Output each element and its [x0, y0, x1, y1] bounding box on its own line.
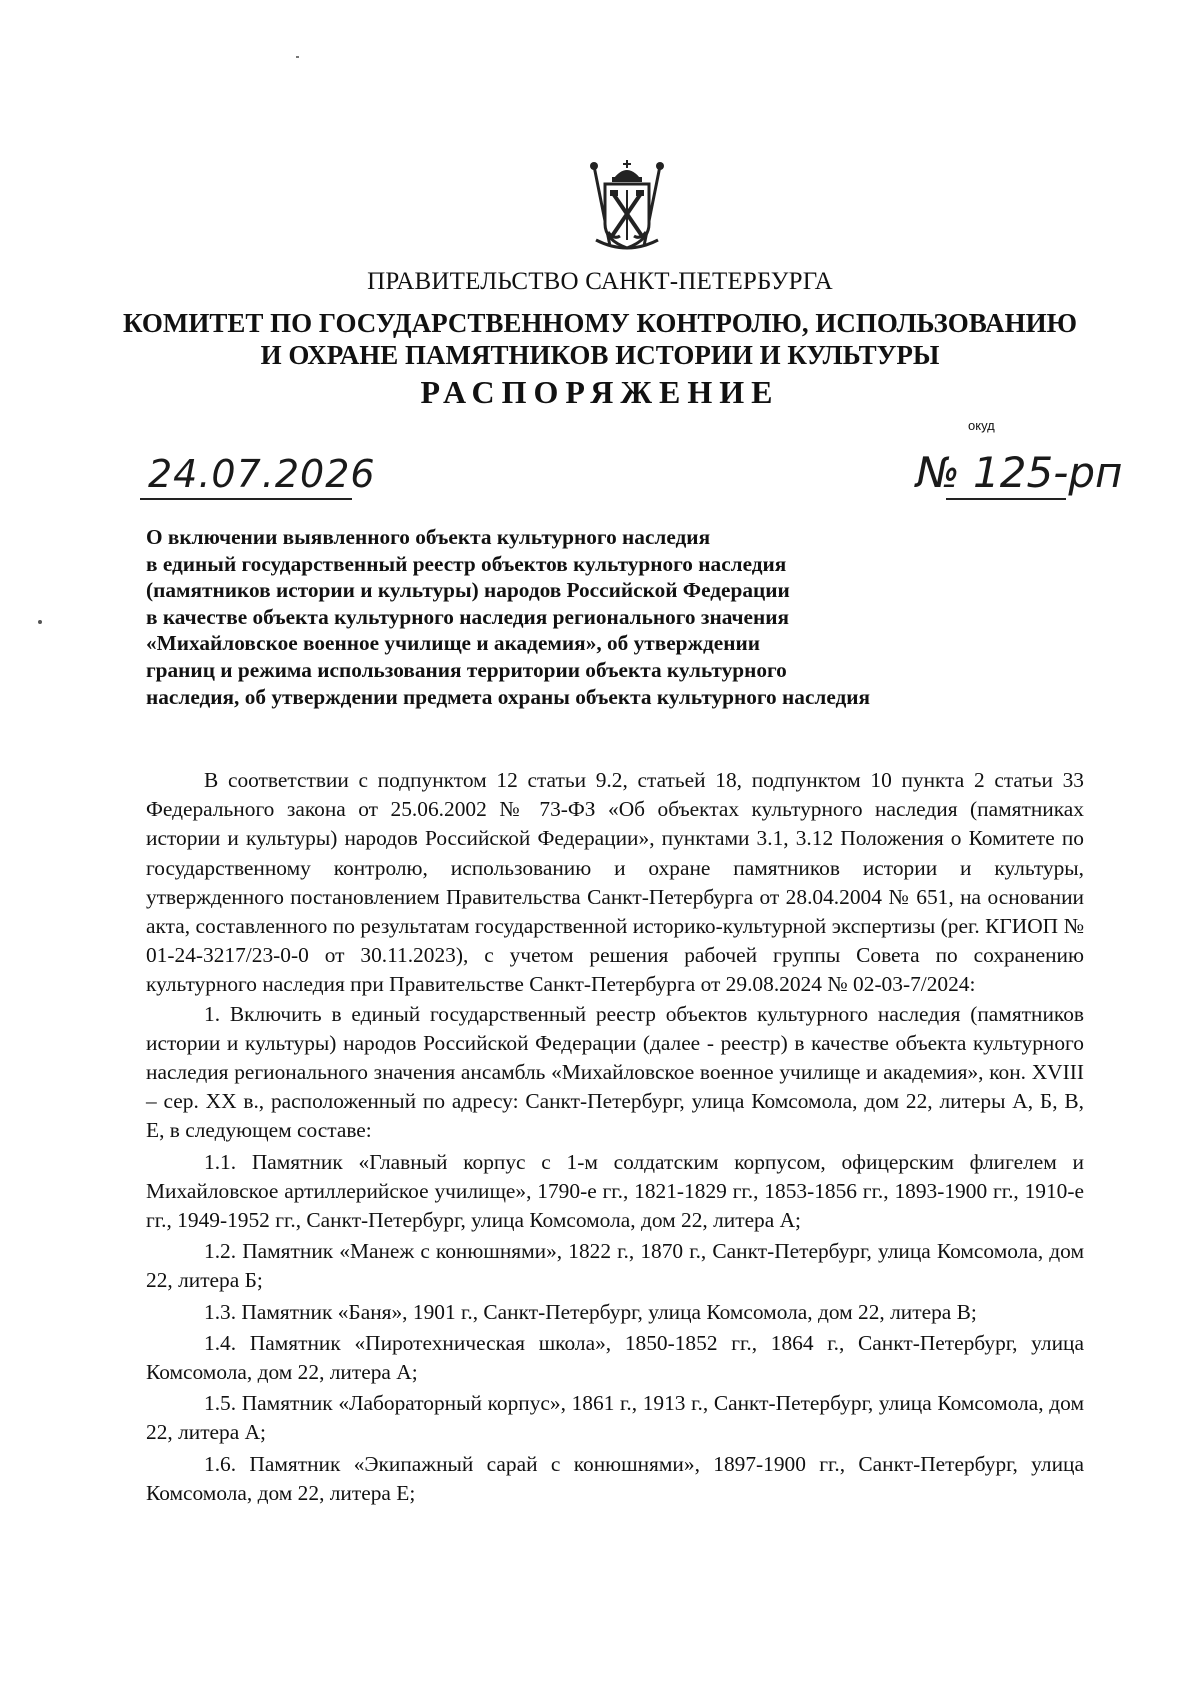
- number-underline: [946, 498, 1066, 500]
- preamble-paragraph: В соответствии с подпунктом 12 статьи 9.2, статьей 18, подпунктом 10 пункта 2 статьи 33 Федерального закона от 25.06.2002 № 73-ФЗ «Об объектах культурного наследия (памятниках истории и культуры) народов Российской Федерации», пунктами 3.1, 3.12 Положения о Комитете по государственному контролю, использованию и охране памятников истории и культуры, утвержденного постановлением Правительства Санкт-Петербурга от 28.04.2004 № 651, на основании акта, составленного по результатам государственной историко-культурной экспертизы (рег. КГИОП № 01-24-3217/23-0-0 от 30.11.2023), с учетом решения рабочей группы Совета по сохранению культурного наследия при Правительстве Санкт-Петербурга от 29.08.2024 № 02-03-7/2024:: [146, 768, 1084, 997]
- subject-line: (памятников истории и культуры) народов Российской Федерации: [146, 578, 790, 603]
- document-body: [146, 766, 1084, 1508]
- subject-line: в единый государственный реестр объектов культурного наследия: [146, 551, 787, 576]
- coat-of-arms-icon: [588, 160, 666, 252]
- subject-line: наследия, об утверждении предмета охраны объекта культурного наследия: [146, 684, 871, 709]
- committee-line: И ОХРАНЕ ПАМЯТНИКОВ ИСТОРИИ И КУЛЬТУРЫ: [260, 340, 940, 370]
- clause-paragraph: 1.6. Памятник «Экипажный сарай с конюшнями», 1897-1900 гг., Санкт-Петербург, улица Комсомола, дом 22, литера Е;: [146, 1451, 1084, 1505]
- clause-paragraph: 1.1. Памятник «Главный корпус с 1-м солдатским корпусом, офицерским флигелем и Михайловское артиллерийское училище», 1790-е гг., 1821-1829 гг., 1853-1856 гг., 1893-1900 гг., 1910-е гг., 1949-1952 гг., Санкт-Петербург, улица Комсомола, дом 22, литера А;: [146, 1149, 1084, 1233]
- okud-label: окуд: [968, 418, 995, 433]
- subject-line: «Михайловское военное училище и академия», об утверждении: [146, 631, 761, 656]
- document-type: РАСПОРЯЖЕНИЕ: [420, 374, 780, 410]
- clause-paragraph: 1.3. Памятник «Баня», 1901 г., Санкт-Петербург, улица Комсомола, дом 22, литера В;: [204, 1299, 977, 1324]
- committee-line: КОМИТЕТ ПО ГОСУДАРСТВЕННОМУ КОНТРОЛЮ, ИСПОЛЬЗОВАНИЮ: [123, 308, 1077, 338]
- document-date: 24.07.2026: [148, 452, 376, 496]
- clause-paragraph: 1.4. Памятник «Пиротехническая школа», 1850-1852 гг., 1864 г., Санкт-Петербург, улица Комсомола, дом 22, литера А;: [146, 1330, 1084, 1385]
- subject-line: границ и режима использования территории объекта культурного: [146, 657, 787, 682]
- clause-paragraph: 1. Включить в единый государственный реестр объектов культурного наследия (памятников истории и культуры) народов Российской Федерации (далее - реестр) в качестве объекта культурного наследия регионального значения ансамбль «Михайловское военное училище и академия», кон. XVIII – сер. XX в., расположенный по адресу: Санкт-Петербург, улица Комсомола, дом 22, литеры А, Б, В, Е, в следующем составе:: [146, 1001, 1084, 1143]
- clause-paragraph: 1.5. Памятник «Лабораторный корпус», 1861 г., 1913 г., Санкт-Петербург, улица Комсомола, дом 22, литера А;: [146, 1391, 1084, 1445]
- scan-speck: [38, 620, 42, 624]
- government-name: ПРАВИТЕЛЬСТВО САНКТ-ПЕТЕРБУРГА: [367, 268, 833, 295]
- date-underline: [140, 498, 352, 500]
- subject-line: О включении выявленного объекта культурного наследия: [146, 525, 711, 549]
- scan-speck: [296, 56, 299, 58]
- document-number: № 125-рп: [916, 448, 1123, 497]
- document-subject: [146, 524, 996, 710]
- committee-name: [0, 307, 1200, 371]
- subject-line: в качестве объекта культурного наследия регионального значения: [146, 604, 790, 629]
- clause-paragraph: 1.2. Памятник «Манеж с конюшнями», 1822 г., 1870 г., Санкт-Петербург, улица Комсомола, дом 22, литера Б;: [146, 1239, 1084, 1293]
